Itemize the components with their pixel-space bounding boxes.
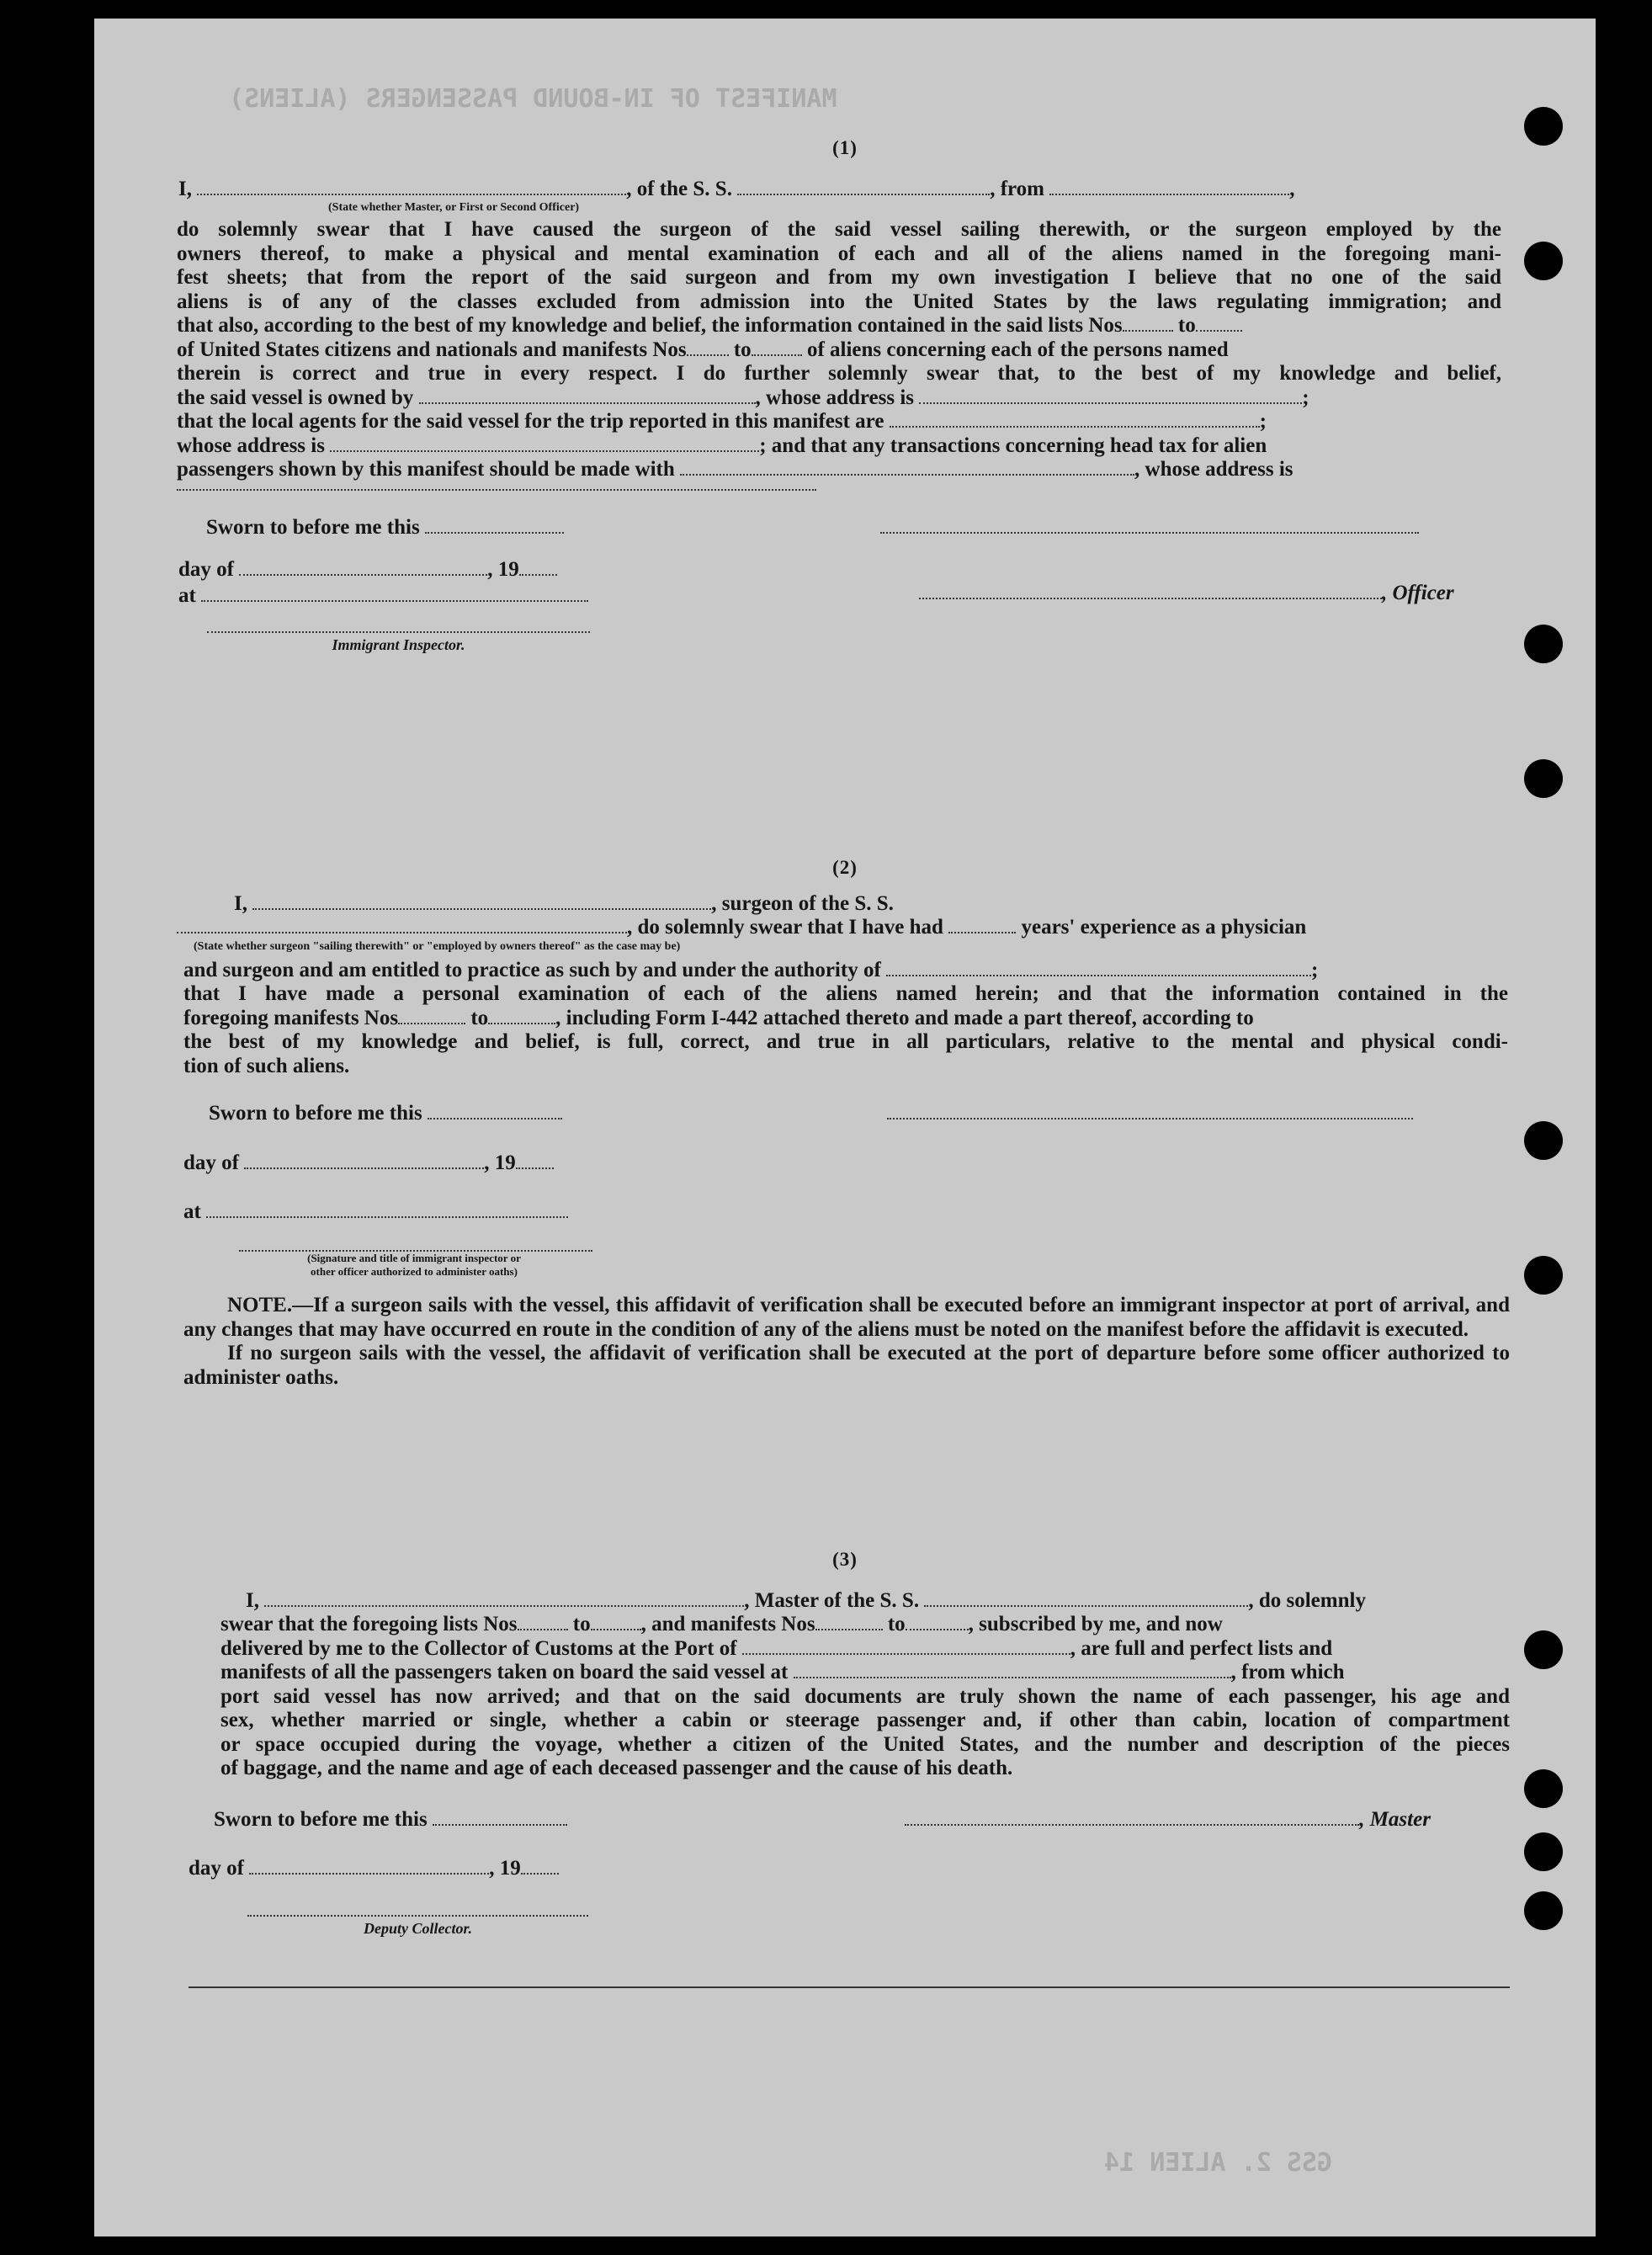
s1-owner-blank[interactable] bbox=[419, 387, 756, 404]
section-3 bbox=[94, 1548, 1596, 2010]
s2-sworn-row: Sworn to before me this bbox=[94, 1102, 1596, 1126]
s1-from-blank[interactable] bbox=[1049, 178, 1289, 195]
s1-rank-blank[interactable] bbox=[197, 178, 626, 195]
s1-para-line-5: that also, according to the best of my knowledge and belief, the information contained in the said lists Nos to bbox=[177, 314, 1501, 338]
s1-para-line-10: whose address is ; and that any transactions concerning head tax for alien bbox=[177, 433, 1267, 457]
s1-lists-from[interactable] bbox=[1123, 315, 1173, 332]
s2-sig-note: (Signature and title of immigrant inspector or other officer authorized to administer oaths) bbox=[307, 1251, 521, 1278]
s1-sworn-blank[interactable] bbox=[425, 517, 564, 534]
punch-hole bbox=[1524, 1630, 1563, 1669]
s2-note-label: NOTE. bbox=[227, 1294, 293, 1316]
s3-line-1: I, , Master of the S. S. , do solemnly bbox=[246, 1588, 1366, 1612]
s1-inspector-blank[interactable] bbox=[207, 625, 590, 633]
bleed-header: MANIFEST OF IN-BOUND PASSENGERS (ALIENS) bbox=[229, 84, 837, 114]
s2-para-line-2: that I have made a personal examination of each of the aliens named herein; and that the information contained in the bbox=[183, 982, 1508, 1005]
s3-line-5: port said vessel has now arrived; and that on the said documents are truly shown the name of each passenger, his age and bbox=[220, 1684, 1510, 1708]
section-1 bbox=[94, 136, 1596, 684]
s1-para-line-2: owners thereof, to make a physical and mental examination of each and all of the aliens named in the foregoing mani- bbox=[177, 242, 1501, 265]
s2-year-blank[interactable] bbox=[516, 1152, 554, 1169]
s3-line-6: sex, whether married or single, whether a cabin or steerage passenger and, if other than cabin, location of compartment bbox=[220, 1709, 1510, 1731]
s2-day-blank[interactable] bbox=[244, 1152, 484, 1169]
s3-line-7: or space occupied during the voyage, whether a citizen of the United States, and the number and description of the pieces bbox=[220, 1732, 1510, 1756]
s1-para-line-8: the said vessel is owned by , whose address is ; bbox=[177, 386, 1309, 409]
affidavit-page bbox=[94, 19, 1596, 2236]
s1-para-line-3: fest sheets; that from the report of the said surgeon and from my own investigation I believe that no one of the said bbox=[177, 266, 1501, 289]
s2-authority-blank[interactable] bbox=[886, 960, 1311, 976]
section-2 bbox=[94, 856, 1596, 1390]
s1-lists-to[interactable] bbox=[1196, 315, 1242, 332]
s2-note bbox=[94, 1294, 1596, 1390]
punch-hole bbox=[1524, 1121, 1563, 1160]
s2-note-2: If no surgeon sails with the vessel, the affidavit of verification shall be executed at the port of departure before some officer authorized to administer oaths. bbox=[183, 1342, 1510, 1389]
s1-sworn-row: Sworn to before me this bbox=[94, 516, 1596, 540]
s3-vessel-blank[interactable] bbox=[924, 1590, 1248, 1607]
s3-master-name-blank[interactable] bbox=[264, 1590, 744, 1607]
s1-vessel-blank[interactable] bbox=[737, 178, 990, 195]
s1-head-tax-address-blank[interactable] bbox=[177, 482, 816, 491]
punch-hole bbox=[1524, 107, 1563, 146]
s3-manifests-from[interactable] bbox=[815, 1614, 883, 1630]
s3-line-3: delivered by me to the Collector of Customs at the Port of , are full and perfect lists and bbox=[220, 1636, 1333, 1660]
s1-year-blank[interactable] bbox=[519, 559, 557, 576]
punch-hole bbox=[1524, 242, 1563, 280]
s1-para-line-7: therein is correct and true in every respect. I do further solemnly swear that, to the best of my knowledge and belief, bbox=[177, 362, 1501, 385]
s1-manifests-from[interactable] bbox=[687, 339, 729, 356]
s2-years-blank[interactable] bbox=[948, 917, 1016, 933]
s3-deputy-label: Deputy Collector. bbox=[364, 1919, 472, 1937]
s3-day-blank[interactable] bbox=[249, 1858, 489, 1875]
s2-line-2: , do solemnly swear that I have had years' experience as a physician bbox=[94, 916, 1596, 940]
section-2-heading: (2) bbox=[832, 857, 858, 878]
s1-para-line-9: that the local agents for the said vessel for the trip reported in this manifest are ; bbox=[177, 410, 1267, 433]
s1-para-line-4: aliens is of any of the classes excluded from admission into the United States by the laws regulating immigration; and bbox=[177, 290, 1501, 313]
s2-inspector-blank[interactable] bbox=[239, 1243, 592, 1252]
s3-manifests-to[interactable] bbox=[906, 1614, 969, 1630]
s3-line-2: swear that the foregoing lists Nos to , and manifests Nos to , subscribed by me, and now bbox=[220, 1613, 1223, 1635]
s2-para-line-3: foregoing manifests Nos to , including Form I-442 attached thereto and made a part thereof, according to bbox=[183, 1006, 1254, 1029]
s2-at-row: at bbox=[94, 1200, 1596, 1225]
s3-lists-to[interactable] bbox=[591, 1614, 641, 1630]
s2-signature-blank[interactable] bbox=[887, 1103, 1413, 1120]
s1-para-line-1: do solemnly swear that I have caused the surgeon of the said vessel sailing therewith, or the surgeon employed by the bbox=[177, 218, 1501, 241]
s3-line-8: of baggage, and the name and age of each deceased passenger and the cause of his death. bbox=[220, 1757, 1013, 1779]
s2-at-blank[interactable] bbox=[206, 1201, 568, 1218]
s2-sworn-blank[interactable] bbox=[428, 1103, 562, 1120]
section-1-heading: (1) bbox=[832, 137, 858, 158]
s2-day-row: day of , 19 bbox=[94, 1151, 1596, 1176]
s3-boarded-at-blank[interactable] bbox=[794, 1662, 1231, 1678]
s1-head-tax-blank[interactable] bbox=[680, 459, 1134, 476]
s1-signature-blank[interactable] bbox=[880, 517, 1419, 534]
s2-line-1: I, , surgeon of the S. S. bbox=[234, 891, 894, 915]
s2-manifests-to[interactable] bbox=[488, 1008, 555, 1024]
s3-collector-blank[interactable] bbox=[247, 1908, 588, 1917]
s2-para-line-4: the best of my knowledge and belief, is full, correct, and true in all particulars, relative to the mental and physical condi- bbox=[183, 1030, 1508, 1053]
s2-para-line-1: and surgeon and am entitled to practice as such by and under the authority of ; bbox=[183, 958, 1319, 981]
section-3-heading: (3) bbox=[832, 1549, 858, 1570]
s2-manifests-from[interactable] bbox=[398, 1008, 465, 1024]
punch-hole bbox=[1524, 759, 1563, 798]
s2-note-1: —If a surgeon sails with the vessel, this affidavit of verification shall be executed before an immigrant inspector at port of arrival, and any changes that may have occurred en route in the condition of any of the aliens must be noted on the manifest before the affidavit is executed. bbox=[183, 1294, 1510, 1341]
s1-officer-row: , Officer bbox=[919, 582, 1454, 606]
s1-owner-address-blank[interactable] bbox=[919, 387, 1302, 404]
s3-lists-from[interactable] bbox=[518, 1614, 568, 1630]
s1-agents-address-blank[interactable] bbox=[330, 435, 759, 452]
bottom-rule bbox=[189, 1986, 1510, 1988]
s3-sworn-blank[interactable] bbox=[433, 1809, 567, 1826]
s2-state-note: (State whether surgeon "sailing therewith" or "employed by owners thereof" as the case may be) bbox=[194, 939, 681, 953]
punch-hole bbox=[1524, 625, 1563, 663]
s3-master-signature-blank[interactable] bbox=[905, 1809, 1359, 1826]
s1-state-note: (State whether Master, or First or Second Officer) bbox=[328, 201, 580, 214]
s3-year-blank[interactable] bbox=[521, 1858, 559, 1875]
s1-line-1: I, , of the S. S. , from , bbox=[178, 177, 1295, 200]
s2-vessel-blank[interactable] bbox=[177, 917, 627, 933]
bleed-footer: GSS 2. ALIEN 14 bbox=[1104, 2148, 1332, 2178]
punch-hole bbox=[1524, 1256, 1563, 1295]
s1-at-row: at bbox=[94, 584, 1596, 609]
punch-hole bbox=[1524, 1832, 1563, 1871]
s1-day-row: day of , 19 bbox=[94, 558, 1596, 582]
s1-agents-blank[interactable] bbox=[890, 411, 1260, 428]
s3-port-blank[interactable] bbox=[742, 1638, 1070, 1655]
s1-inspector-label: Immigrant Inspector. bbox=[332, 636, 465, 653]
punch-hole bbox=[1524, 1769, 1563, 1808]
s3-day-row: day of , 19 bbox=[94, 1857, 1596, 1881]
s1-para-line-11: passengers shown by this manifest should be made with , whose address is bbox=[177, 458, 1293, 481]
s1-day-blank[interactable] bbox=[239, 559, 487, 576]
s3-line-4: manifests of all the passengers taken on board the said vessel at , from which bbox=[220, 1661, 1345, 1683]
punch-hole bbox=[1524, 1891, 1563, 1930]
s1-at-blank[interactable] bbox=[201, 585, 588, 602]
s1-para-line-6: of United States citizens and nationals and manifests Nos to of aliens concerning each of the persons named bbox=[177, 338, 1229, 361]
s2-para-line-5: tion of such aliens. bbox=[183, 1054, 350, 1077]
s3-sworn-row: Sworn to before me this , Master bbox=[214, 1807, 1431, 1831]
s2-surgeon-name-blank[interactable] bbox=[252, 893, 711, 910]
s1-manifests-to[interactable] bbox=[752, 339, 802, 356]
